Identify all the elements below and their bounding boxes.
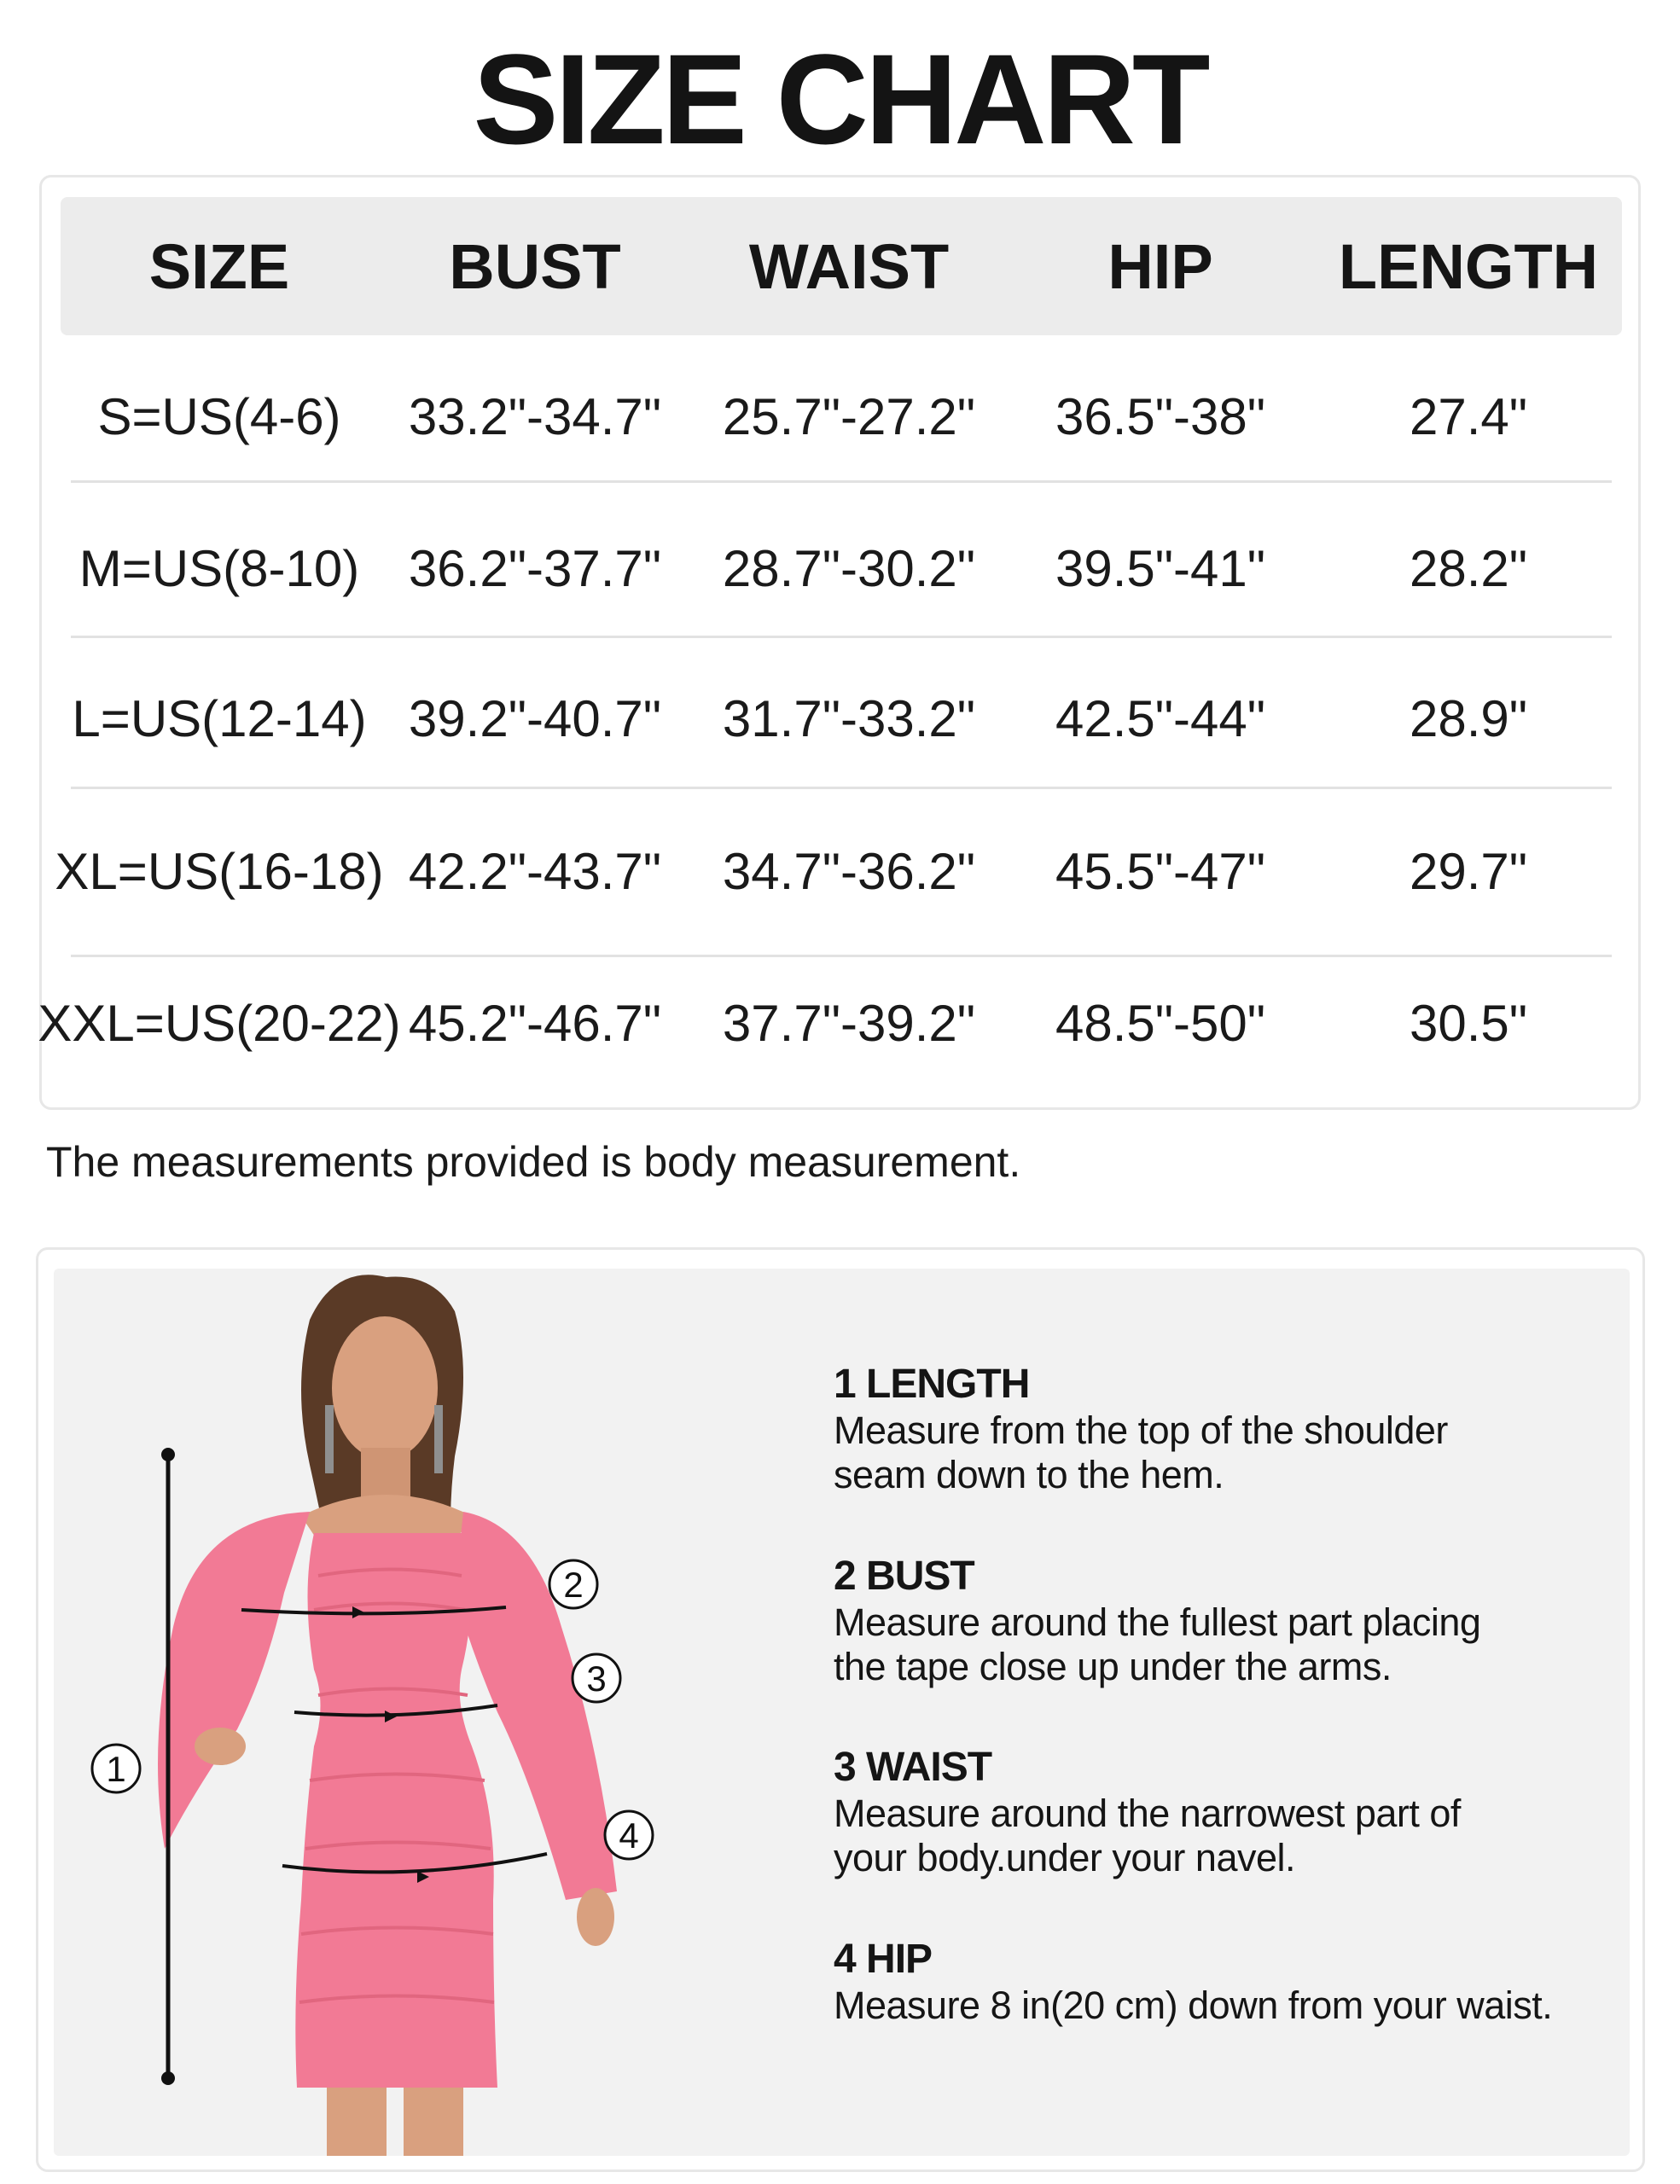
header-waist: WAIST bbox=[748, 230, 950, 302]
marker-1-label: 1 bbox=[106, 1749, 126, 1789]
dress-shape bbox=[295, 1533, 497, 2088]
instruction-bust bbox=[834, 1553, 1602, 1689]
instruction-waist bbox=[834, 1744, 1602, 1880]
left-hand bbox=[195, 1728, 246, 1765]
earring-left bbox=[325, 1405, 334, 1473]
bust-cell: 45.2"-46.7" bbox=[408, 994, 662, 1052]
how-to-measure-inner bbox=[54, 1269, 1630, 2156]
marker-2 bbox=[549, 1560, 597, 1608]
bust-cell: 33.2"-34.7" bbox=[408, 387, 662, 445]
page-title: SIZE CHART bbox=[473, 27, 1207, 171]
size-cell: S=US(4-6) bbox=[97, 387, 341, 445]
header-hip: HIP bbox=[1107, 230, 1213, 302]
length-cell: 28.2" bbox=[1409, 539, 1528, 597]
face-shape bbox=[332, 1316, 438, 1460]
table-row bbox=[42, 493, 1643, 643]
waist-cell: 34.7"-36.2" bbox=[722, 842, 976, 900]
table-row bbox=[42, 643, 1643, 793]
right-leg bbox=[404, 2088, 463, 2156]
marker-2-label: 2 bbox=[563, 1565, 584, 1605]
size-cell: XL=US(16-18) bbox=[55, 842, 384, 900]
bust-cell: 42.2"-43.7" bbox=[408, 842, 662, 900]
hip-cell: 48.5"-50" bbox=[1055, 994, 1266, 1052]
instruction-title: 2 BUST bbox=[834, 1554, 974, 1599]
waist-cell: 25.7"-27.2" bbox=[722, 387, 976, 445]
row-divider bbox=[71, 480, 1612, 483]
model-illustration bbox=[54, 1269, 822, 2156]
instruction-title: 1 LENGTH bbox=[834, 1362, 1030, 1407]
size-cell: L=US(12-14) bbox=[72, 689, 367, 747]
marker-3 bbox=[573, 1654, 620, 1702]
hip-cell: 45.5"-47" bbox=[1055, 842, 1266, 900]
size-cell: M=US(8-10) bbox=[78, 539, 360, 597]
length-line-bottom-dot bbox=[161, 2071, 175, 2085]
row-divider bbox=[71, 787, 1612, 789]
header-length: LENGTH bbox=[1338, 230, 1599, 302]
bust-cell: 39.2"-40.7" bbox=[408, 689, 662, 747]
right-hand bbox=[577, 1888, 614, 1946]
table-row bbox=[38, 948, 1643, 1098]
length-line-top-dot bbox=[161, 1448, 175, 1461]
table-row bbox=[42, 796, 1643, 946]
header-bust: BUST bbox=[449, 230, 621, 302]
length-cell: 27.4" bbox=[1409, 387, 1528, 445]
table-header bbox=[61, 197, 1622, 335]
waist-cell: 28.7"-30.2" bbox=[722, 539, 976, 597]
marker-3-label: 3 bbox=[586, 1658, 607, 1699]
hip-cell: 39.5"-41" bbox=[1055, 539, 1266, 597]
hip-cell: 42.5"-44" bbox=[1055, 689, 1266, 747]
instruction-hip bbox=[834, 1936, 1602, 2028]
marker-4-label: 4 bbox=[619, 1815, 639, 1856]
earring-right bbox=[434, 1405, 443, 1473]
row-divider bbox=[71, 636, 1612, 638]
instruction-title: 3 WAIST bbox=[834, 1745, 992, 1790]
length-cell: 29.7" bbox=[1409, 842, 1528, 900]
waist-cell: 31.7"-33.2" bbox=[722, 689, 976, 747]
marker-4 bbox=[605, 1811, 653, 1859]
measurement-note: The measurements provided is body measurement. bbox=[46, 1138, 1021, 1186]
left-leg bbox=[327, 2088, 387, 2156]
table-row bbox=[42, 341, 1643, 491]
size-cell: XXL=US(20-22) bbox=[38, 994, 401, 1052]
instruction-text: Measure around the fullest part placing the tape close up under the arms. bbox=[834, 1600, 1481, 1688]
waist-cell: 37.7"-39.2" bbox=[722, 994, 976, 1052]
length-cell: 28.9" bbox=[1409, 689, 1528, 747]
instruction-text: Measure around the narrowest part of your body.under your navel. bbox=[834, 1792, 1461, 1879]
bust-cell: 36.2"-37.7" bbox=[408, 539, 662, 597]
size-table bbox=[39, 175, 1641, 1110]
hip-cell: 36.5"-38" bbox=[1055, 387, 1266, 445]
header-size: SIZE bbox=[148, 230, 290, 302]
marker-1 bbox=[92, 1745, 140, 1792]
how-to-measure-panel bbox=[36, 1247, 1645, 2172]
left-sleeve bbox=[158, 1512, 310, 1849]
length-cell: 30.5" bbox=[1409, 994, 1528, 1052]
instruction-title: 4 HIP bbox=[834, 1937, 933, 1982]
instruction-length bbox=[834, 1361, 1602, 1497]
instruction-text: Measure from the top of the shoulder seam down to the hem. bbox=[834, 1409, 1448, 1496]
instruction-text: Measure 8 in(20 cm) down from your waist. bbox=[834, 1984, 1553, 2027]
